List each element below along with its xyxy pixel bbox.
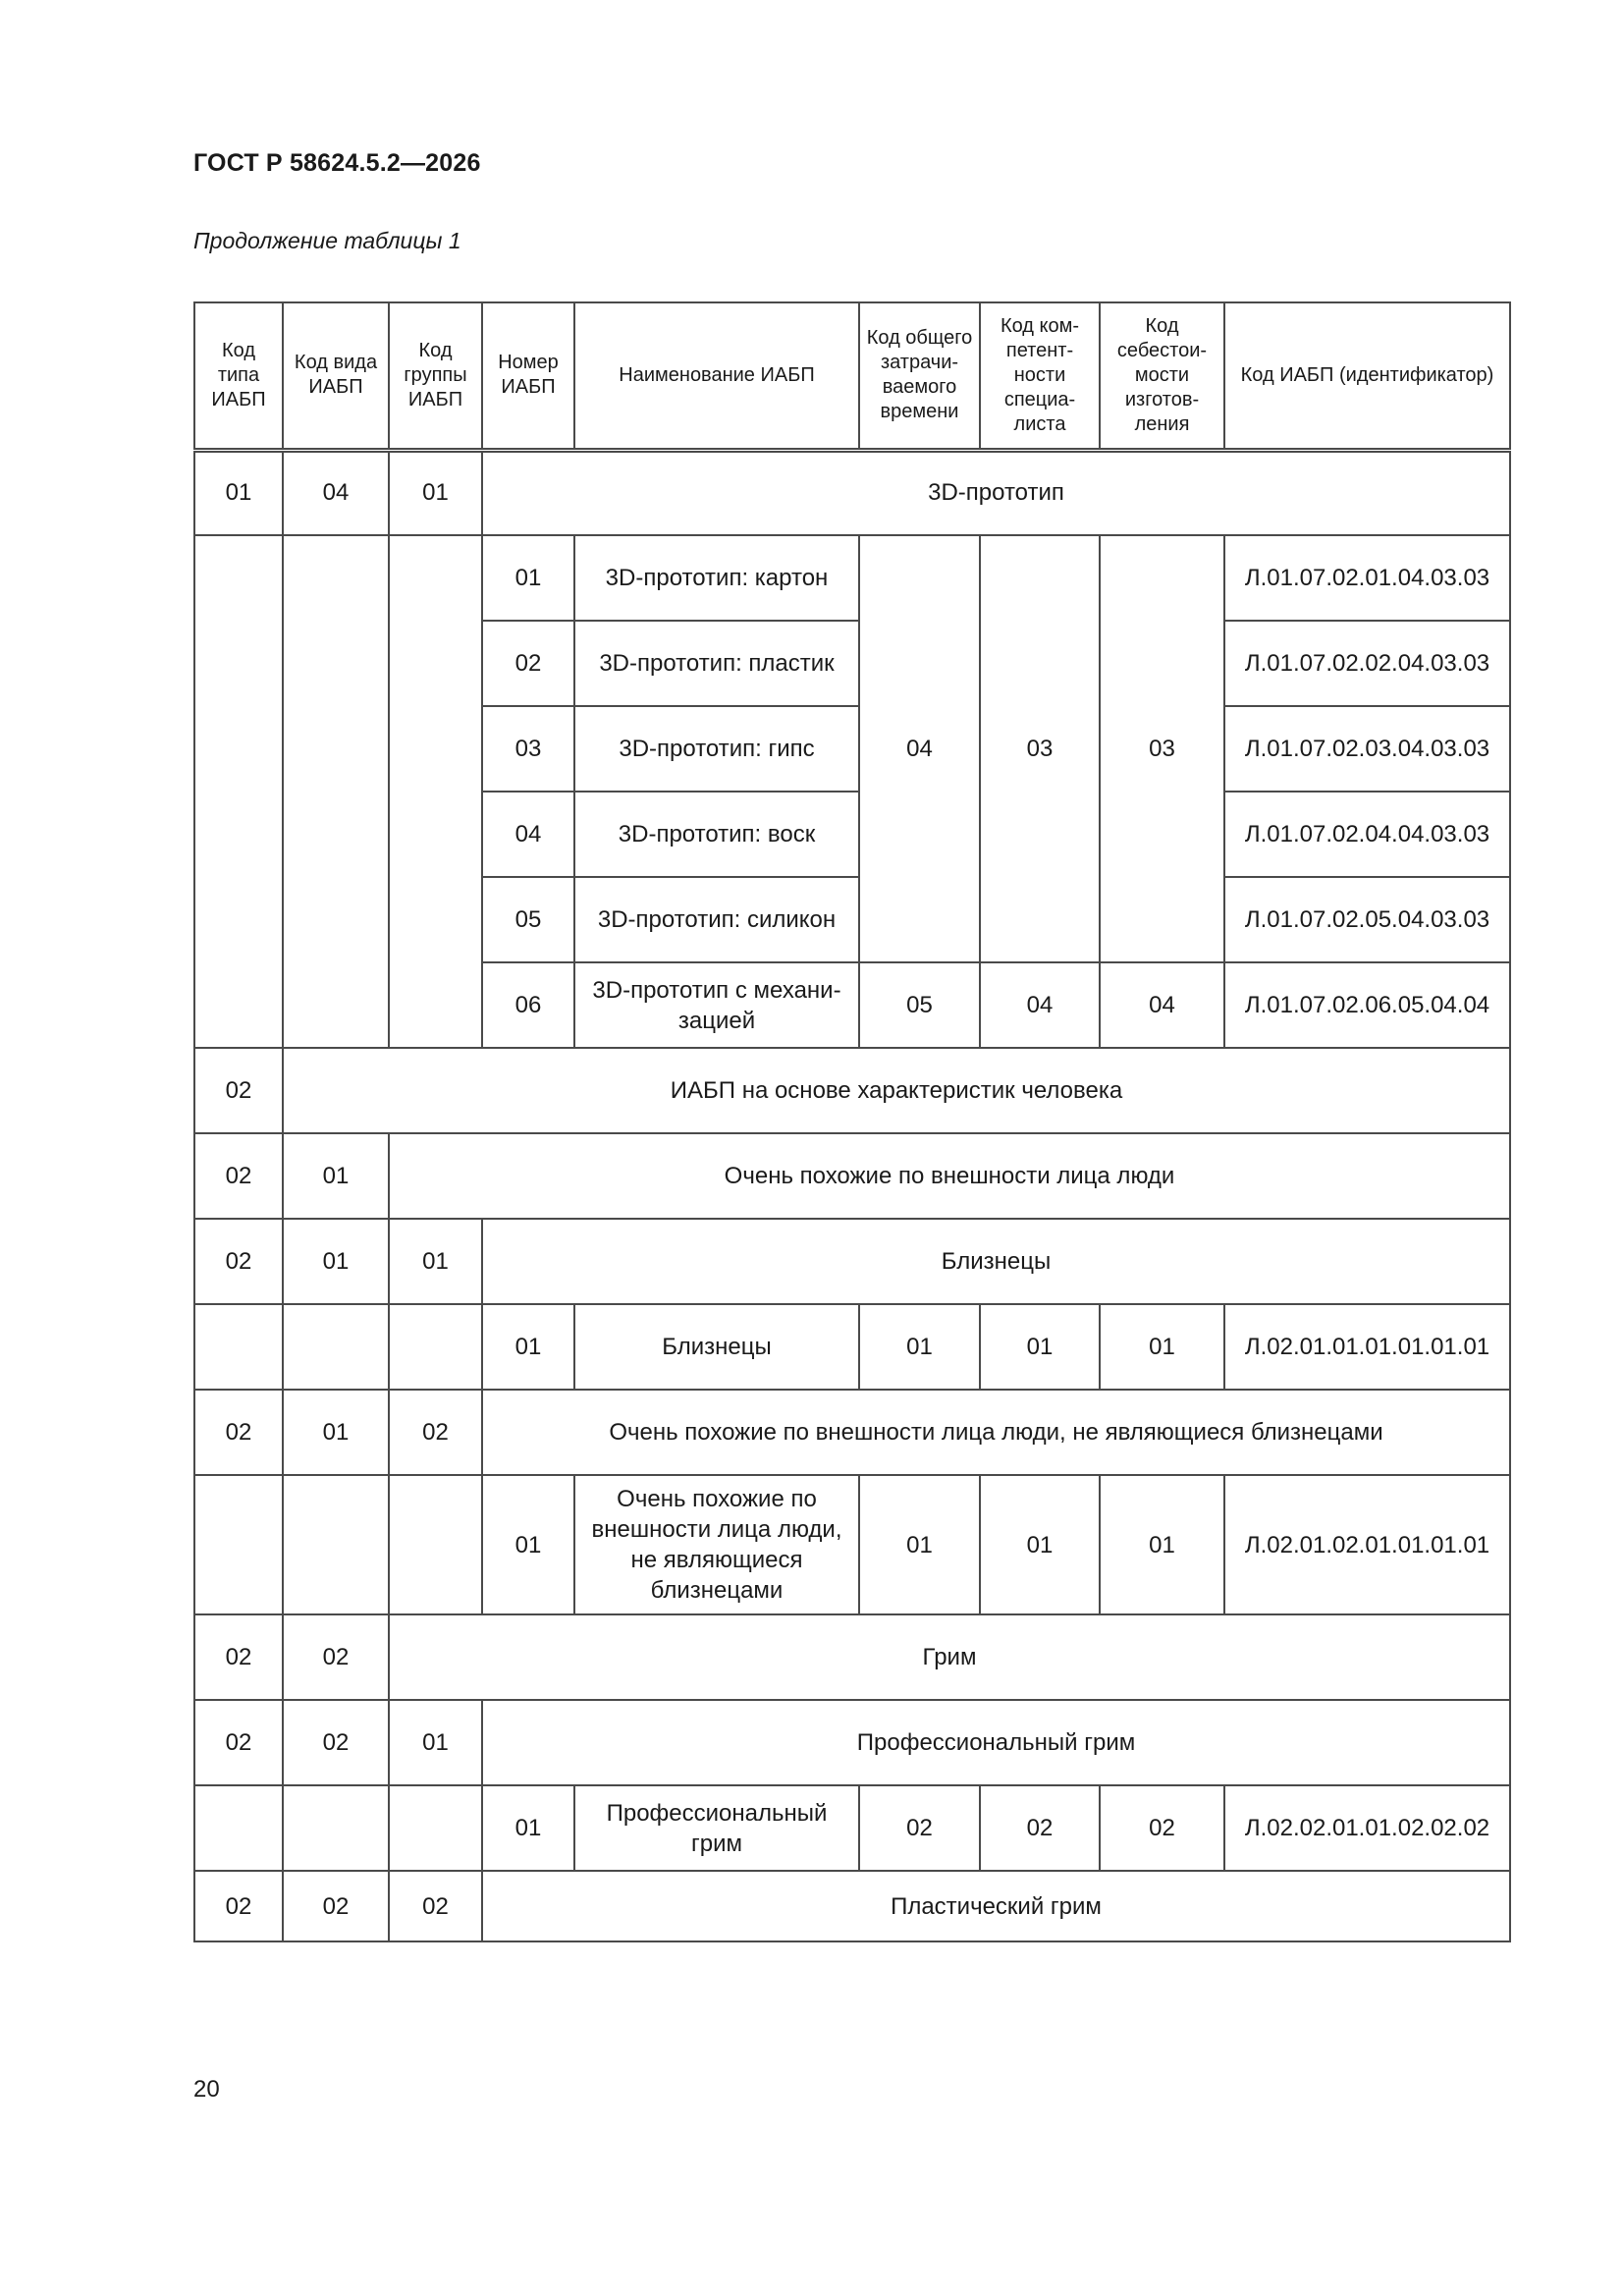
section-row [194,1700,1510,1785]
cell-cost-code: 01 [1100,1475,1224,1614]
header-type-code: Код типа ИАБП [194,302,283,450]
cell-competence-code: 02 [980,1785,1100,1871]
header-time-code: Код общего затрачи-ваемого времени [859,302,980,450]
cell-id-code: Л.01.07.02.02.04.03.03 [1224,621,1510,706]
section-row [194,1048,1510,1133]
cell-kind: 02 [283,1614,389,1700]
cell-competence-code: 04 [980,962,1100,1048]
cell-number: 01 [482,1304,574,1390]
header-name: Наименование ИАБП [574,302,859,450]
cell-empty [194,1785,283,1871]
cell-empty [283,1785,389,1871]
section-title: Пластический грим [482,1871,1510,1941]
cell-name: Профессиональный грим [574,1785,859,1871]
cell-empty [389,535,482,1048]
cell-type: 02 [194,1871,283,1941]
standard-title: ГОСТ Р 58624.5.2—2026 [193,149,481,177]
cell-group: 01 [389,1219,482,1304]
section-title: ИАБП на основе характеристик человека [283,1048,1510,1133]
header-id-code: Код ИАБП (идентификатор) [1224,302,1510,450]
cell-competence-code: 01 [980,1304,1100,1390]
cell-kind: 04 [283,450,389,535]
cell-group: 01 [389,1700,482,1785]
cell-time-code: 01 [859,1304,980,1390]
cell-type: 02 [194,1390,283,1475]
table-header-row [194,302,1510,450]
cell-empty [389,1785,482,1871]
cell-empty [283,1304,389,1390]
cell-name: 3D-прототип с механи-зацией [574,962,859,1048]
cell-id-code: Л.01.07.02.04.04.03.03 [1224,792,1510,877]
header-competence-code: Код ком-петент-ности специа-листа [980,302,1100,450]
table-row [194,1304,1510,1390]
section-row [194,1219,1510,1304]
section-row [194,1133,1510,1219]
section-row [194,1871,1510,1941]
section-row [194,1614,1510,1700]
cell-cost-code: 03 [1100,535,1224,962]
cell-empty [194,535,283,1048]
cell-kind: 01 [283,1219,389,1304]
section-row [194,1390,1510,1475]
section-title: Профессиональный грим [482,1700,1510,1785]
cell-number: 01 [482,535,574,621]
cell-empty [389,1304,482,1390]
cell-empty [283,1475,389,1614]
cell-id-code: Л.01.07.02.05.04.03.03 [1224,877,1510,962]
cell-kind: 02 [283,1871,389,1941]
header-kind-code: Код вида ИАБП [283,302,389,450]
section-title: Грим [389,1614,1510,1700]
table-row [194,1785,1510,1871]
header-cost-code: Код себестои-мости изготов-ления [1100,302,1224,450]
cell-type: 02 [194,1614,283,1700]
cell-id-code: Л.02.02.01.01.02.02.02 [1224,1785,1510,1871]
cell-name: 3D-прототип: гипс [574,706,859,792]
cell-kind: 01 [283,1390,389,1475]
cell-name: 3D-прототип: воск [574,792,859,877]
cell-name: Очень похожие по внешности лица люди, не являющиеся близнецами [574,1475,859,1614]
cell-time-code: 01 [859,1475,980,1614]
cell-cost-code: 04 [1100,962,1224,1048]
cell-empty [194,1475,283,1614]
section-title: Очень похожие по внешности лица люди [389,1133,1510,1219]
header-number: Номер ИАБП [482,302,574,450]
cell-competence-code: 01 [980,1475,1100,1614]
cell-cost-code: 01 [1100,1304,1224,1390]
table-row [194,1475,1510,1614]
cell-time-code: 02 [859,1785,980,1871]
cell-type: 02 [194,1219,283,1304]
cell-group: 02 [389,1871,482,1941]
cell-empty [389,1475,482,1614]
cell-id-code: Л.02.01.02.01.01.01.01 [1224,1475,1510,1614]
table-row [194,535,1510,621]
page-number: 20 [193,2076,220,2103]
classification-table [193,301,1511,1942]
cell-type: 02 [194,1133,283,1219]
cell-kind: 01 [283,1133,389,1219]
cell-number: 01 [482,1475,574,1614]
cell-type: 02 [194,1700,283,1785]
cell-number: 03 [482,706,574,792]
cell-time-code: 05 [859,962,980,1048]
cell-number: 04 [482,792,574,877]
cell-time-code: 04 [859,535,980,962]
cell-group: 01 [389,450,482,535]
cell-type: 02 [194,1048,283,1133]
section-title: 3D-прототип [482,450,1510,535]
section-row [194,450,1510,535]
cell-id-code: Л.02.01.01.01.01.01.01 [1224,1304,1510,1390]
header-group-code: Код группы ИАБП [389,302,482,450]
cell-name: 3D-прототип: картон [574,535,859,621]
cell-empty [194,1304,283,1390]
cell-id-code: Л.01.07.02.06.05.04.04 [1224,962,1510,1048]
cell-number: 02 [482,621,574,706]
cell-competence-code: 03 [980,535,1100,962]
section-title: Очень похожие по внешности лица люди, не являющиеся близнецами [482,1390,1510,1475]
section-title: Близнецы [482,1219,1510,1304]
table-continuation-caption: Продолжение таблицы 1 [193,228,461,253]
cell-cost-code: 02 [1100,1785,1224,1871]
cell-number: 01 [482,1785,574,1871]
cell-id-code: Л.01.07.02.01.04.03.03 [1224,535,1510,621]
cell-name: Близнецы [574,1304,859,1390]
cell-group: 02 [389,1390,482,1475]
cell-kind: 02 [283,1700,389,1785]
cell-empty [283,535,389,1048]
cell-type: 01 [194,450,283,535]
cell-name: 3D-прототип: пластик [574,621,859,706]
cell-id-code: Л.01.07.02.03.04.03.03 [1224,706,1510,792]
cell-name: 3D-прототип: силикон [574,877,859,962]
cell-number: 06 [482,962,574,1048]
cell-number: 05 [482,877,574,962]
